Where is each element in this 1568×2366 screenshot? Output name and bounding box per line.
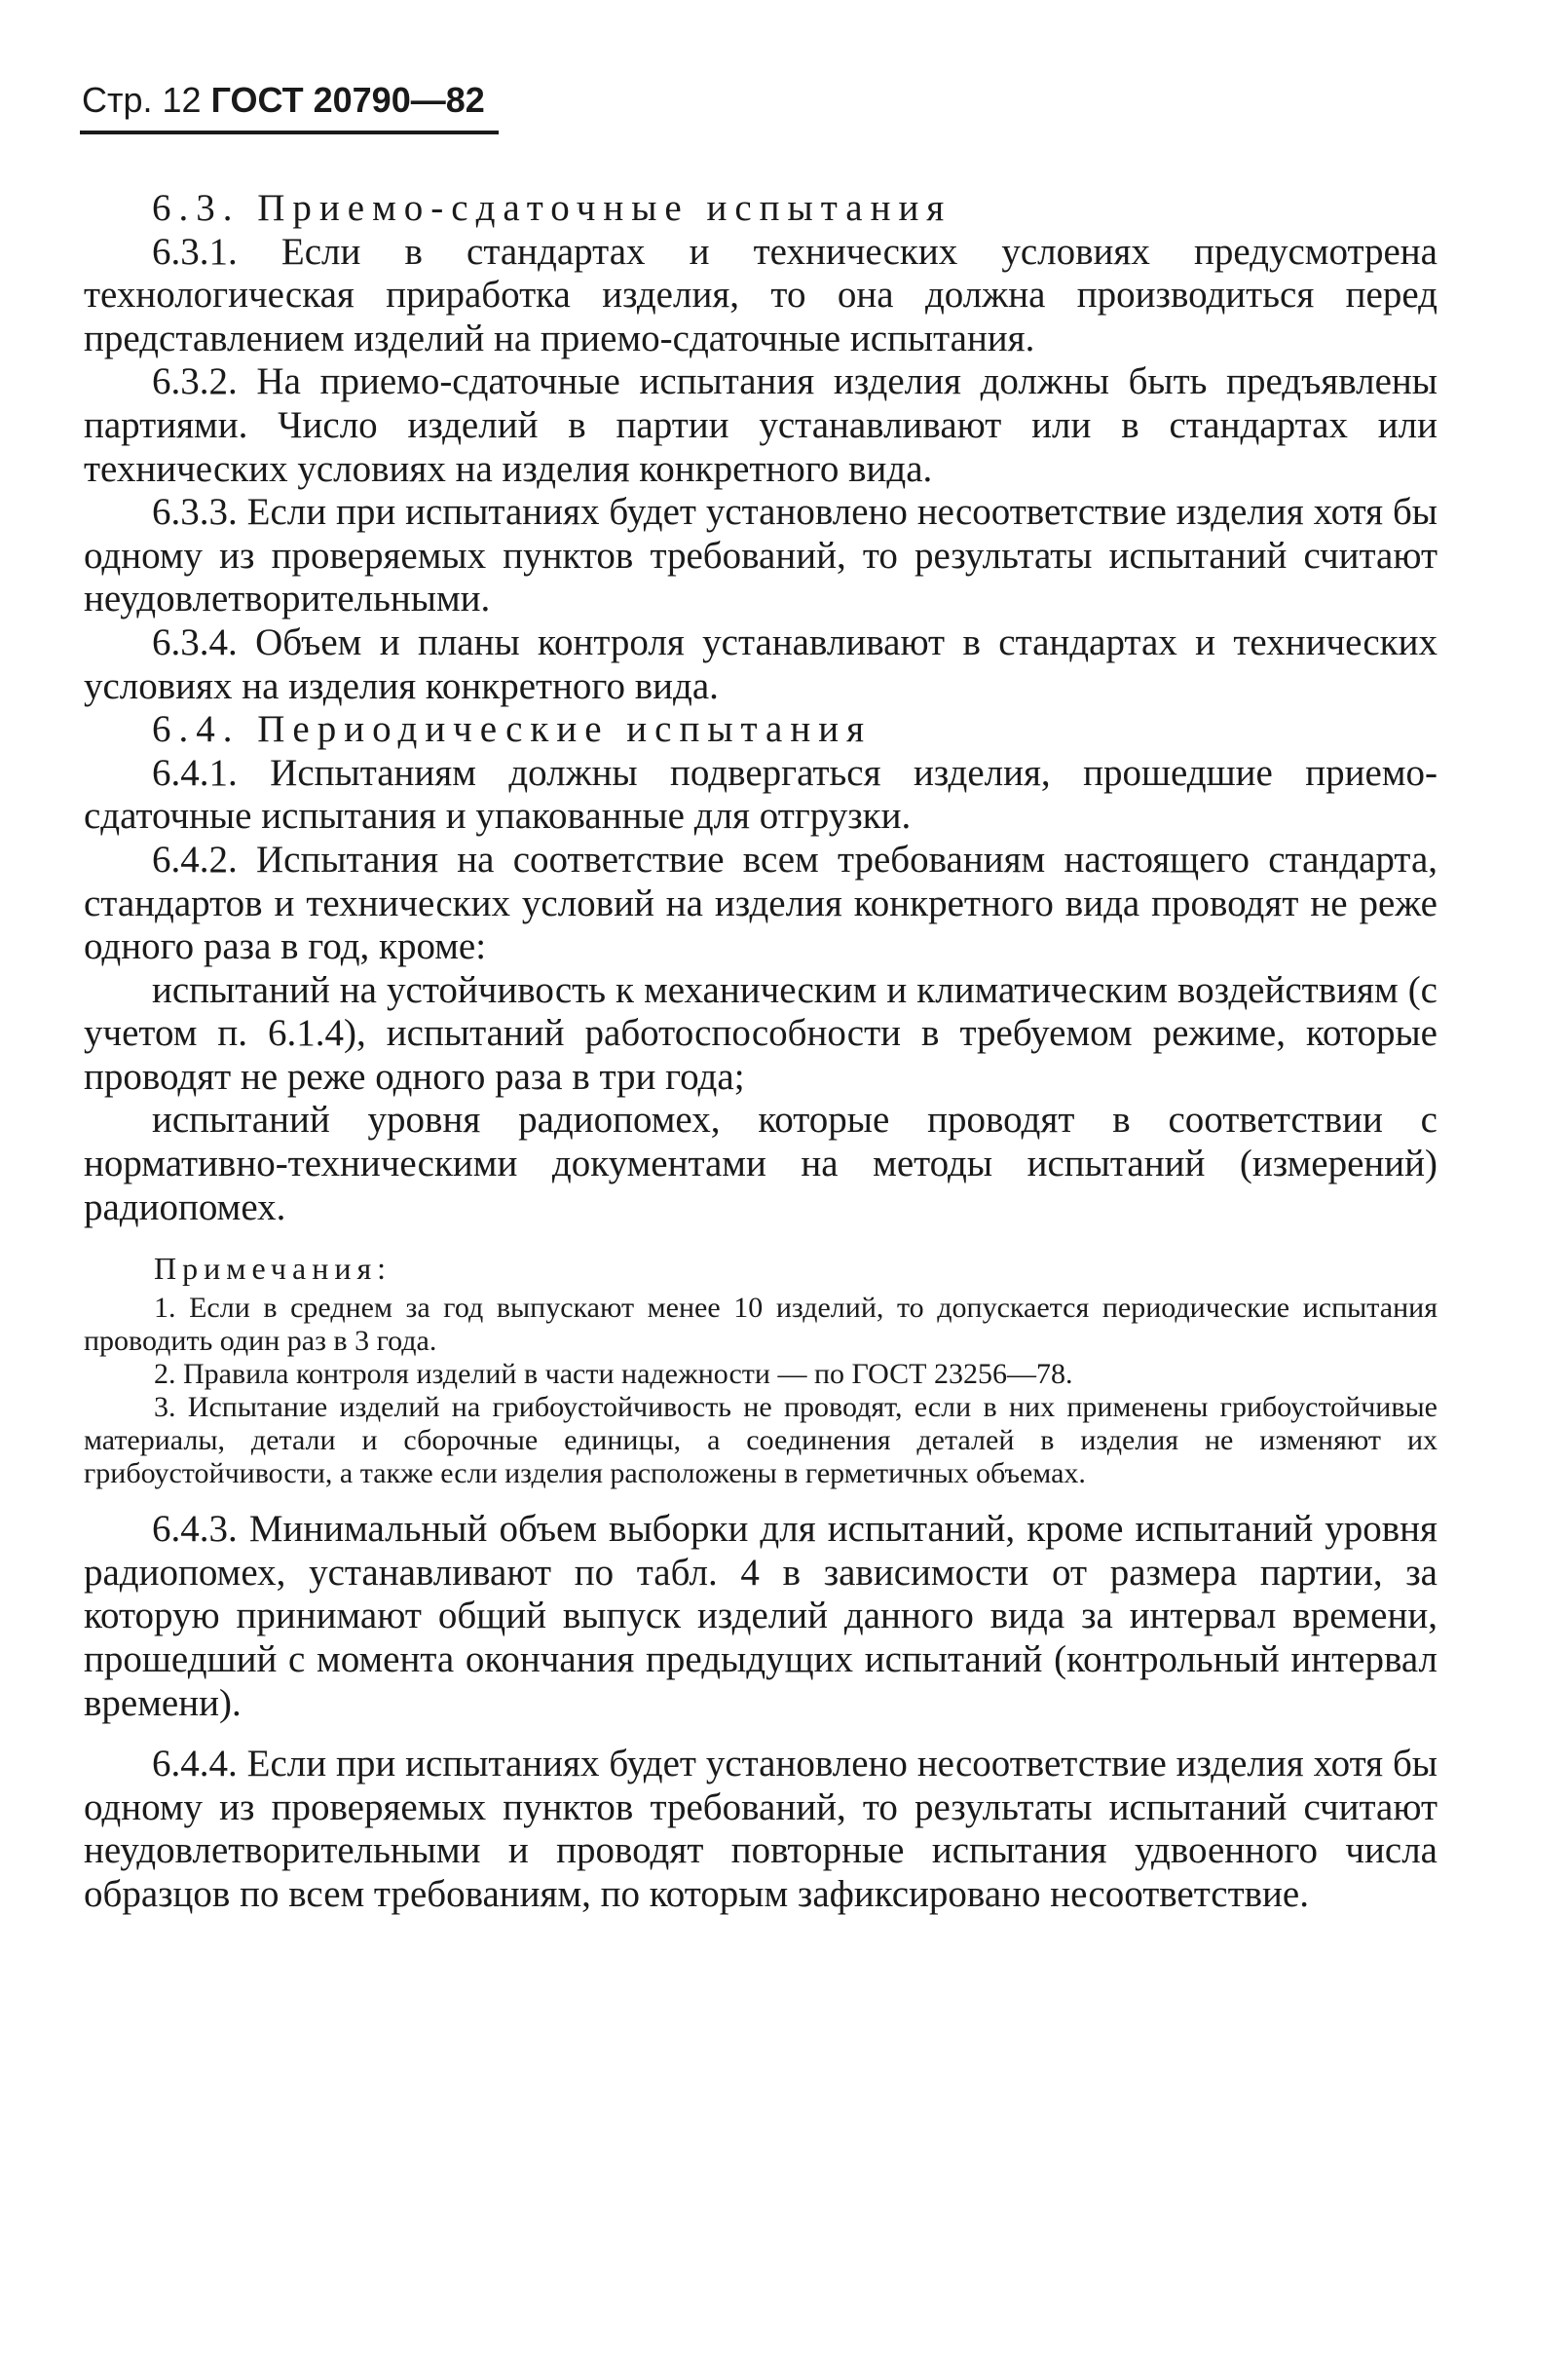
note-2: 2. Правила контроля изделий в части надежности — по ГОСТ 23256—78.: [154, 1358, 1073, 1391]
notes-title: Примечания:: [154, 1251, 392, 1287]
paragraph-6-3-1: 6.3.1. Если в стандартах и технических условиях предусмотрена технологическая приработка изделия, то она должна производиться перед представлением изделий на приемо-сдаточные испытания.: [84, 230, 1437, 359]
note-3: 3. Испытание изделий на грибоустойчивость не проводят, если в них применены грибоустойчивые материалы, детали и сборочные единицы, а соединения деталей в изделия не изменяют их грибоустойчивости, а также если изделия расположены в герметичных объемах.: [84, 1391, 1437, 1490]
document-body: [84, 187, 1437, 1917]
paragraph-6-4-2: 6.4.2. Испытания на соответствие всем требованиям настоящего стандарта, стандартов и технических условий на изделия конкретного вида проводят не реже одного раза в год, кроме:: [84, 838, 1437, 968]
note-1: 1. Если в среднем за год выпускают менее 10 изделий, то допускается периодические испытания проводить один раз в 3 года.: [84, 1292, 1437, 1358]
page-header: [82, 78, 501, 123]
page-label: Стр. 12: [82, 80, 202, 120]
section-heading-6-3: 6.3. Приемо-сдаточные испытания: [152, 187, 952, 229]
paragraph-6-4-1: 6.4.1. Испытаниям должны подвергаться изделия, прошедшие приемо-сдаточные испытания и упакованные для отгрузки.: [84, 751, 1437, 838]
standard-number: ГОСТ 20790—82: [210, 80, 485, 120]
paragraph-6-4-2-item-b: испытаний уровня радиопомех, которые проводят в соответствии с нормативно-техническими документами на методы испытаний (измерений) радиопомех.: [84, 1099, 1437, 1228]
header-rule: [80, 131, 499, 134]
paragraph-6-4-3: 6.4.3. Минимальный объем выборки для испытаний, кроме испытаний уровня радиопомех, устанавливают по табл. 4 в зависимости от размера партии, за которую принимают общий выпуск изделий данного вида за интервал времени, прошедший с момента окончания предыдущих испытаний (контрольный интервал времени).: [84, 1508, 1437, 1724]
notes-block: [84, 1249, 1437, 1490]
paragraph-6-3-4: 6.3.4. Объем и планы контроля устанавливают в стандартах и технических условиях на изделия конкретного вида.: [84, 620, 1437, 707]
paragraph-6-3-3: 6.3.3. Если при испытаниях будет установлено несоответствие изделия хотя бы одному из проверяемых пунктов требований, то результаты испытаний считают неудовлетворительными.: [84, 491, 1437, 620]
paragraph-6-3-2: 6.3.2. На приемо-сдаточные испытания изделия должны быть предъявлены партиями. Число изделий в партии устанавливают или в стандартах или технических условиях на изделия конкретного вида.: [84, 360, 1437, 490]
paragraph-6-4-4: 6.4.4. Если при испытаниях будет установлено несоответствие изделия хотя бы одному из проверяемых пунктов требований, то результаты испытаний считают неудовлетворительными и проводят повторные испытания удвоенного числа образцов по всем требованиям, по которым зафиксировано несоответствие.: [84, 1743, 1437, 1915]
section-heading-6-4: 6.4. Периодические испытания: [152, 708, 873, 751]
paragraph-6-4-2-item-a: испытаний на устойчивость к механическим и климатическим воздействиям (с учетом п. 6.1.4), испытаний работоспособности в требуемом режиме, которые проводят не реже одного раза в три года;: [84, 968, 1437, 1098]
